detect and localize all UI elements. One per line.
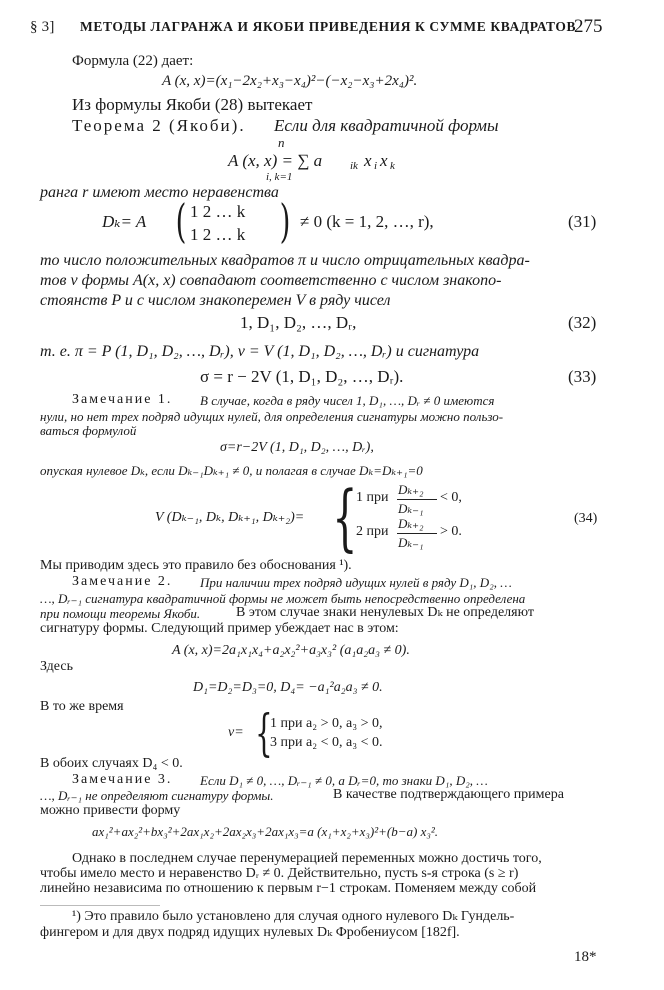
text-line: Здесь xyxy=(40,659,73,674)
text-line: Если для квадратичной формы xyxy=(274,116,499,135)
fraction-bar xyxy=(397,499,437,500)
text-line: В качестве подтверждающего примера xyxy=(333,787,564,802)
text-line: ранга r имеют место неравенства xyxy=(40,184,279,201)
header-title: МЕТОДЫ ЛАГРАНЖА И ЯКОБИ ПРИВЕДЕНИЯ К СУММЕ КВАДРАТОВ xyxy=(80,19,577,34)
right-paren: ) xyxy=(279,194,291,248)
subscript: i xyxy=(374,160,378,172)
text-line: В то же время xyxy=(40,699,124,714)
formula-line: 1, D₁, D₂, …, Dᵣ, xyxy=(240,313,357,332)
footnote-rule xyxy=(40,905,160,906)
text-line: линейно независима по отношению к первым r−1 строкам. Поменяем между собой xyxy=(40,881,537,896)
subscript: ik xyxy=(350,160,358,172)
case-text: > 0. xyxy=(440,524,462,539)
formula-line: A (x, x) = ∑ a xyxy=(228,151,323,170)
formula-line: A (x, x)=2a₁x₁x₄+a₂x₂²+a₃x₃² (a₁a₂a₃ ≠ 0). xyxy=(172,643,410,658)
text-line: нули, но нет трех подряд идущих нулей, для определения сигнатуры можно пользо- xyxy=(40,409,504,424)
text-line: …, Dᵣ₋₁ не определяют сигнатуру формы. xyxy=(40,788,274,803)
subscript: k xyxy=(390,160,395,172)
left-paren: ( xyxy=(175,194,187,248)
remark-label: Замечание 3. xyxy=(72,772,173,787)
case-text: 3 при a₂ < 0, a₃ < 0. xyxy=(270,735,383,750)
remark-label: Замечание 1. xyxy=(72,392,173,407)
text-line: опуская нулевое Dₖ, если Dₖ₋₁Dₖ₊₁ ≠ 0, и полагая в случае Dₖ=Dₖ₊₁=0 xyxy=(40,463,423,478)
left-brace: { xyxy=(332,475,358,559)
formula-part: x xyxy=(364,151,372,170)
formula-line: σ = r − 2V (1, D₁, D₂, …, Dᵣ). xyxy=(200,367,404,386)
page-number: 275 xyxy=(574,16,603,37)
equation-number: (33) xyxy=(568,367,597,386)
case-text: 2 при xyxy=(356,524,389,539)
case-text: < 0, xyxy=(440,490,462,505)
formula-line: D₁=D₂=D₃=0, D₄= −a₁²a₂a₃ ≠ 0. xyxy=(193,680,383,695)
formula-part: x xyxy=(380,151,388,170)
text-line: т. е. π = P (1, D₁, D₂, …, Dᵣ), ν = V (1, D₁, D₂, …, Dᵣ) и сигнатура xyxy=(40,343,480,360)
fraction-numerator: Dₖ₊₂ xyxy=(398,516,424,531)
text-line: Из формулы Якоби (28) вытекает xyxy=(72,95,313,114)
text-line: можно привести форму xyxy=(40,803,181,818)
text-line: чтобы имело место и неравенство Dᵣ ≠ 0. Действительно, пусть s-я строка (s ≥ r) xyxy=(40,866,519,881)
text-line: В случае, когда в ряду чисел 1, D₁, …, Dᵣ ≠ 0 имеются xyxy=(200,393,495,408)
formula-line: ax₁²+ax₂²+bx₃²+2ax₁x₂+2ax₂x₃+2ax₁x₃=a (x₁+x₂+x₃)²+(b−a) x₃². xyxy=(92,824,439,839)
text-line: В обоих случаях D₄ < 0. xyxy=(40,756,183,771)
text-line: сигнатуру формы. Следующий пример убеждает нас в этом: xyxy=(40,621,399,636)
text-line: Если D₁ ≠ 0, …, Dᵣ₋₁ ≠ 0, а Dᵣ=0, то знаки D₁, D₂, … xyxy=(200,773,488,788)
text-line: Однако в последнем случае перенумерацией переменных можно достичь того, xyxy=(72,851,542,866)
fraction-numerator: Dₖ₊₂ xyxy=(398,482,424,497)
text-line: при помощи теоремы Якоби. xyxy=(40,606,201,621)
case-text: 1 при xyxy=(356,490,389,505)
text-line: то число положительных квадратов π и число отрицательных квадра- xyxy=(40,252,530,269)
equation-number: (31) xyxy=(568,212,597,231)
matrix-top-row: 1 2 … k xyxy=(190,202,246,221)
text-line: тов ν формы A(x, x) совпадают соответственно с числом знакопо- xyxy=(40,272,502,289)
fraction-bar xyxy=(397,533,437,534)
footnote-text: ¹) Это правило было установлено для случая одного нулевого Dₖ Гундель- xyxy=(72,909,515,924)
text-line: В этом случае знаки ненулевых Dₖ не определяют xyxy=(236,605,534,620)
formula-lhs: ν= xyxy=(228,725,244,740)
sum-lower-limit: i, k=1 xyxy=(266,171,293,183)
matrix-bottom-row: 1 2 … k xyxy=(190,225,246,244)
equation-number: (32) xyxy=(568,313,597,332)
formula-rhs: ≠ 0 (k = 1, 2, …, r), xyxy=(300,212,434,231)
equation-number: (34) xyxy=(574,511,598,526)
formula-lhs: V (Dₖ₋₁, Dₖ, Dₖ₊₁, Dₖ₊₂)= xyxy=(155,510,305,525)
theorem-label: Теорема 2 (Якоби). xyxy=(72,116,246,135)
formula-lhs: Dₖ= A xyxy=(102,212,147,231)
formula-line: A (x, x)=(x₁−2x₂+x₃−x₄)²−(−x₂−x₃+2x₄)². xyxy=(162,73,418,89)
text-line: Мы приводим здесь это правило без обоснования ¹). xyxy=(40,558,352,573)
fraction-denominator: Dₖ₋₁ xyxy=(398,501,424,516)
text-line: ваться формулой xyxy=(40,423,137,438)
case-text: 1 при a₂ > 0, a₃ > 0, xyxy=(270,716,383,731)
formula-line: σ=r−2V (1, D₁, D₂, …, Dᵣ), xyxy=(220,440,374,455)
signature-mark: 18* xyxy=(574,949,597,965)
left-brace: { xyxy=(255,704,273,762)
text-line: При наличии трех подряд идущих нулей в ряду D₁, D₂, … xyxy=(200,575,512,590)
sum-upper-limit: n xyxy=(278,135,285,150)
remark-label: Замечание 2. xyxy=(72,574,173,589)
fraction-denominator: Dₖ₋₁ xyxy=(398,535,424,550)
text-line: Формула (22) дает: xyxy=(72,53,194,69)
header-section: § 3] xyxy=(30,19,55,35)
text-line: стоянств P и с числом знакоперемен V в ряду чисел xyxy=(40,292,391,309)
footnote-text: фингером и для двух подряд идущих нулевых Dₖ Фробениусом [182f]. xyxy=(40,925,460,940)
text-line: …, Dᵣ₋₁ сигнатура квадратичной формы не может быть непосредственно определена xyxy=(40,591,526,606)
